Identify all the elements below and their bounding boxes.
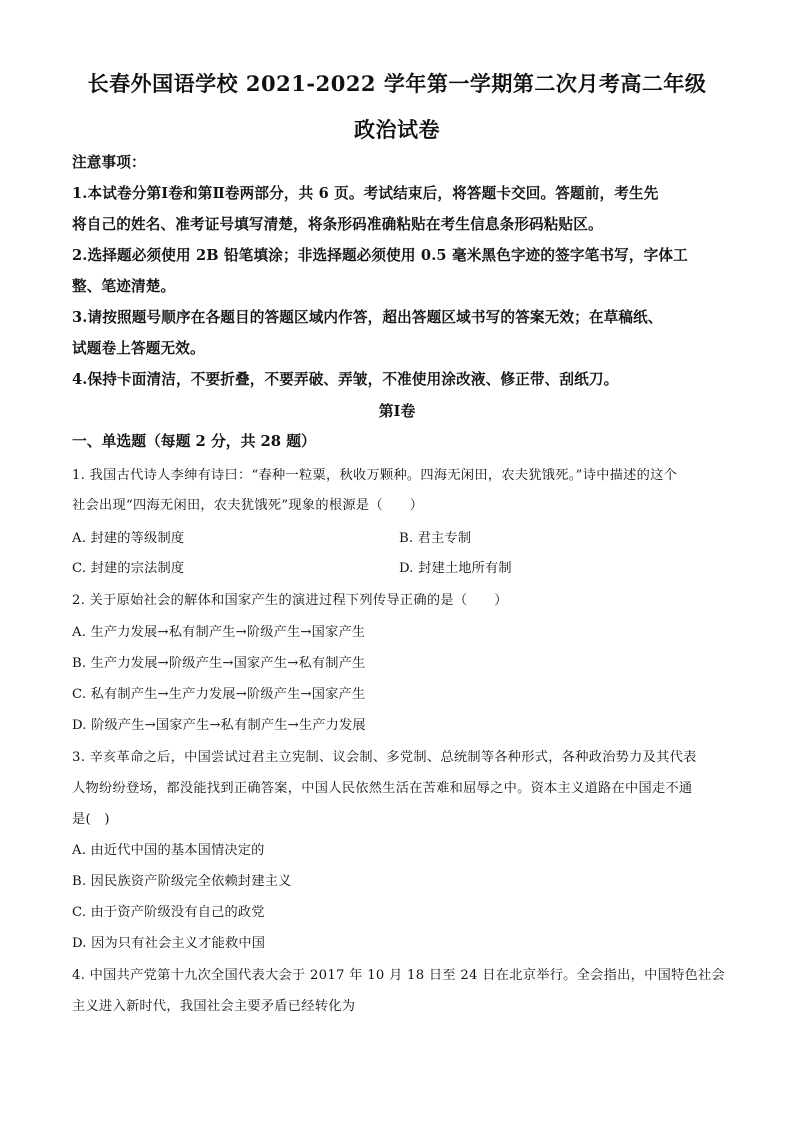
- question-stem: 3. 辛亥革命之后，中国尝试过君主立宪制、议会制、多党制、总统制等各种形式，各种政治势力及其代表: [72, 750, 697, 765]
- notes-line: 1.本试卷分第Ⅰ卷和第Ⅱ卷两部分，共 6 页。考试结束后，将答题卡交回。答题前，考生先: [72, 185, 659, 202]
- notes-heading: 注意事项：: [72, 154, 146, 171]
- question-option: B. 生产力发展→阶级产生→国家产生→私有制产生: [72, 656, 366, 671]
- question-option: A. 封建的等级制度: [72, 531, 185, 546]
- notes-line: 2.选择题必须使用 2B 铅笔填涂；非选择题必须使用 0.5 毫米黑色字迹的签字笔书写，字体工: [72, 247, 688, 264]
- notes-line: 将自己的姓名、准考证号填写清楚，将条形码准确粘贴在考生信息条形码粘贴区。: [72, 216, 603, 233]
- question-stem: 2. 关于原始社会的解体和国家产生的演进过程下列传导正确的是（ ）: [72, 593, 508, 608]
- exam-title: 长春外国语学校 2021-2022 学年第一学期第二次月考高二年级: [87, 71, 707, 96]
- question-option: D. 阶级产生→国家产生→私有制产生→生产力发展: [72, 718, 366, 733]
- question-option: D. 因为只有社会主义才能救中国: [72, 936, 266, 951]
- question-option: C. 私有制产生→生产力发展→阶级产生→国家产生: [72, 687, 366, 702]
- part-heading: 第Ⅰ卷: [378, 403, 416, 420]
- notes-line: 3.请按照题号顺序在各题目的答题区域内作答，超出答题区域书写的答案无效；在草稿纸、: [72, 309, 663, 326]
- section-heading: 一、单选题（每题 2 分，共 28 题）: [72, 433, 316, 450]
- question-option: A. 生产力发展→私有制产生→阶级产生→国家产生: [72, 625, 366, 640]
- question-option: C. 由于资产阶级没有自己的政党: [72, 905, 265, 920]
- question-stem: 主义进入新时代，我国社会主要矛盾已经转化为: [72, 999, 356, 1014]
- question-stem: 人物纷纷登场，都没能找到正确答案，中国人民依然生活在苦难和屈辱之中。资本主义道路在中国走不通: [72, 781, 693, 796]
- question-option: A. 由近代中国的基本国情决定的: [72, 843, 265, 858]
- notes-line: 试题卷上答题无效。: [72, 340, 205, 357]
- notes-line: 整、笔迹清楚。: [72, 278, 176, 295]
- question-option: B. 因民族资产阶级完全依赖封建主义: [72, 874, 292, 889]
- exam-subtitle: 政治试卷: [354, 117, 440, 142]
- notes-line: 4.保持卡面清洁，不要折叠，不要弄破、弄皱，不准使用涂改液、修正带、刮纸刀。: [72, 371, 619, 388]
- question-option: B. 君主专制: [399, 531, 472, 546]
- question-stem: 4. 中国共产党第十九次全国代表大会于 2017 年 10 月 18 日至 24 日在北京举行。全会指出，中国特色社会: [72, 968, 726, 983]
- question-stem: 1. 我国古代诗人李绅有诗曰：“春种一粒粟，秋收万颗种。四海无闲田，农夫犹饿死。”诗中描述的这个: [72, 468, 678, 483]
- question-option: C. 封建的宗法制度: [72, 561, 185, 576]
- question-stem: 社会出现“四海无闲田，农夫犹饿死”现象的根源是（ ）: [72, 498, 424, 513]
- question-stem: 是( ): [72, 812, 110, 827]
- question-option: D. 封建土地所有制: [399, 561, 512, 576]
